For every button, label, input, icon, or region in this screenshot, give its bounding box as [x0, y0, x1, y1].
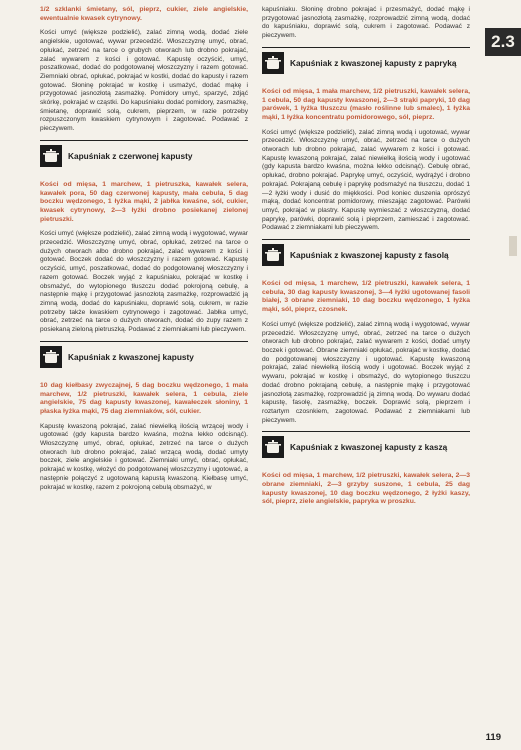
recipe-title: Kapuśniak z czerwonej kapusty: [68, 150, 193, 161]
recipe-text: Kapustę kwaszoną pokrajać, zalać niewielką ilością wrzącej wody i ugotować (gdy kapusta bardzo kwaśna, można lekko odcisnąć). Włoszczyznę umyć, obrać, opłukać, zetrzeć na tarce o dużych otworach lub drobno pokrajać, zalać wrzącą wodą, dodać umyty boczek, ziele angielskie i gotować. Ziemniaki umyć, obrać, opłukać, pokrajać w kostkę, włożyć do podgotowanej włoszczyzny i ugotować, a następnie połączyć z ugotowaną kapustą kwaszoną. Kiełbasę umyć, pokrajać w kostkę, razem z pokrojoną cebulą obsmażyć, w: [40, 422, 248, 491]
pot-icon: [40, 145, 62, 167]
continued-text: kapuśniaku. Słoninę drobno pokrajać i przesmażyć, dodać mąkę i przygotować jasnozłotą zasmażkę, rozprowadzić zimną wodą, dodać do kapuśniaku, doprawić solą, cukrem i zagotować. Podawać z pieczywem.: [262, 6, 470, 40]
recipe-header-fasola: [262, 239, 470, 272]
side-mark: [509, 236, 517, 256]
left-column: [40, 6, 248, 495]
recipe-title: Kapuśniak z kwaszonej kapusty z kaszą: [290, 442, 448, 453]
pot-icon: [40, 346, 62, 368]
recipe-title: Kapuśniak z kwaszonej kapusty z fasolą: [290, 250, 449, 261]
recipe-title: Kapuśniak z kwaszonej kapusty z papryką: [290, 57, 457, 68]
recipe-header-kwaszona: [40, 341, 248, 374]
recipe-header-czerwona: [40, 140, 248, 173]
recipe-ingredients: 10 dag kiełbasy zwyczajnej, 5 dag boczku wędzonego, 1 mała marchew, 1/2 pietruszki, kawałek selera, 1 cebula, ziele angielskie, 75 dag kapusty kwaszonej, kawałeczek słoniny, 1 płaska łyżka mąki, 75 dag ziemniaków, sól, cukier.: [40, 381, 248, 415]
recipe-ingredients: Kości od mięsa, 1 marchew, 1/2 pietruszki, kawałek selera, 1 cebula, 30 dag kapusty kwaszonej, 3—4 łyżki ugotowanej fasoli białej, 3 obrane ziemniaki, 10 dag boczku wędzonego, 1 łyżka mąki, sól, pieprz, czosnek.: [262, 280, 470, 314]
recipe-ingredients: Kości od mięsa, 1 mała marchew, 1/2 pietruszki, kawałek selera, 1 cebula, 50 dag kapusty kwaszonej, 2—3 strąki papryki, 10 dag parówek, 1 łyżka tłuszczu (masło roślinne lub smalec), 1 łyżka mąki, 1 łyżka koncentratu pomidorowego, sól, pieprz.: [262, 87, 470, 121]
recipe-text: Kości umyć (większe podzielić), zalać zimną wodą i ugotować, wywar przecedzić. Włoszczyznę umyć, obrać, zetrzeć na tarce o dużych otworach lub drobno pokrajać, zalać wywarem z kości i gotować. Kapustę kwaszoną pokrajać, zalać niewielką ilością wody i ugotować (gdy kapusta bardzo kwaśna, można lekko odcisnąć). Cebulę obrać, opłukać, drobno pokrajać. Paprykę umyć, oczyścić, wydrążyć i drobno pokrajać. Pokrajaną cebulę i paprykę podsmażyć na tłuszczu, dodać 1—2 łyżki wody i dusić do miękkości. Pod koniec duszenia oprószyć mąką, dodać koncentrat pomidorowy, mieszając zagotować. Parówki umyć, pokrajać w plastry. Kapustę wymieszać z włoszczyzną, dodać paprykę, parówki, doprawić solą i pieprzem, zamieszać i zagotować. Podawać z ziemniakami lub pieczywem.: [262, 128, 470, 232]
recipe-text: Kości umyć (większe podzielić), zalać zimną wodą i wygotować, wywar przecedzić. Włoszczyznę umyć, obrać, opłukać, zetrzeć na tarce o dużych otworach albo drobno pokrajać, zalać wywarem z kości i gotować. Boczek dodać do włoszczyzny i razem gotować. Kapustę oczyścić, umyć, poszatkować, dodać do podgotowanej włoszczyzny i razem gotować. Boczek wyjąć z kapuśniaku, pokrajać w kostkę i obsmażyć, do wytopionego tłuszczu dodać pokrojoną cebulę, a następnie mąkę i przygotować jasnozłotą zasmażkę, rozprowadzić ją zimną wodą, dodać do kapuśniaku, doprawić solą, cukrem, w razie potrzeby także kwaskiem cytrynowego i zagotować. Jabłka umyć, obrać, zetrzeć na tarce o dużych otworach, dodać do zupy razem z posiekaną zieloną pietruszką. Podawać z ziemniakami lub pieczywem.: [40, 230, 248, 334]
pot-icon: [262, 436, 284, 458]
pot-icon: [262, 52, 284, 74]
recipe-header-papryka: [262, 47, 470, 80]
intro-ingredients: 1/2 szklanki śmietany, sól, pieprz, cukier, ziele angielskie, ewentualnie kwasek cytrynowy.: [40, 6, 248, 22]
chapter-badge: 2.3: [485, 28, 521, 56]
recipe-title: Kapuśniak z kwaszonej kapusty: [68, 351, 194, 362]
recipe-text: Kości umyć (większe podzielić), zalać zimną wodą i wygotować, wywar przecedzić. Włoszczyznę umyć, obrać, zetrzeć na tarce o dużych otworach lub drobno pokrajać, zalać wywarem z kości, dodać umyty boczek i gotować. Obrane ziemniaki opłukać, pokrajać w kostkę, dodać do podgotowanej włoszczyzny i ugotować. Kapustę kwaszoną pokrajać, zalać niewielką ilością wody i ugotować. Boczek wyjąć z wywaru, pokrajać w kostkę i obsmażyć, do wytopionego tłuszczu dodać drobno pokrajaną cebulę, a następnie mąkę i przygotować jasnozłotą zasmażkę, rozprowadzić ją zimną wodą. Do wywaru dodać kapustę, fasolę, zasmażkę, boczek. Doprawić solą, pieprzem i roztartym czosnkiem, zagotować. Podawać z ziemniakami lub pieczywem.: [262, 320, 470, 424]
recipe-header-kasza: [262, 431, 470, 464]
pot-icon: [262, 244, 284, 266]
page-number: 119: [485, 732, 501, 743]
intro-text: Kości umyć (większe podzielić), zalać zimną wodą, dodać ziele angielskie, ugotować, wywar przecedzić. Włoszczyznę umyć, obrać, opłukać, zetrzeć na tarce o grubych otworach lub drobno pokrajać, zalać wywarem z kości i gotować. Kapustę oczyścić, umyć, poszatkować, dodać do podgotowanej włoszczyzny i razem gotować. Ziemniaki obrać, opłukać, pokrajać w kostki, dodać do kapusty i razem gotować. Słoninę pokrajać w kostkę i usmażyć, dodać mąkę i przygotować jasnozłotą zasmażkę. Pomidory umyć, sparzyć, zdjąć skórkę, pokrajać w cząstki. Do kapuśniaku dodać pomidory, zasmażkę, śmietanę, doprawić solą, cukrem, pieprzem, w razie potrzeby rozpuszczonym kwaskiem cytrynowym i zagotować. Podawać z pieczywem.: [40, 29, 248, 133]
recipe-ingredients: Kości od mięsa, 1 marchew, 1 pietruszka, kawałek selera, kawałek pora, 50 dag czerwonej kapusty, mała cebula, 5 dag boczku wędzonego, 1 łyżka mąki, 2 jabłka kwaśne, sól, cukier, kwasek cytrynowy, 2—3 łyżki drobno posiekanej zielonej pietruszki.: [40, 180, 248, 223]
right-column: [262, 6, 470, 513]
recipe-ingredients: Kości od mięsa, 1 marchew, 1/2 pietruszki, kawałek selera, 2—3 obrane ziemniaki, 2—3 grzyby suszone, 1 cebula, 25 dag kapusty kwaszonej, 10 dag boczku wędzonego, 2 łyżki kaszy, sól, pieprz, ziele angielskie, papryka w proszku.: [262, 472, 470, 506]
